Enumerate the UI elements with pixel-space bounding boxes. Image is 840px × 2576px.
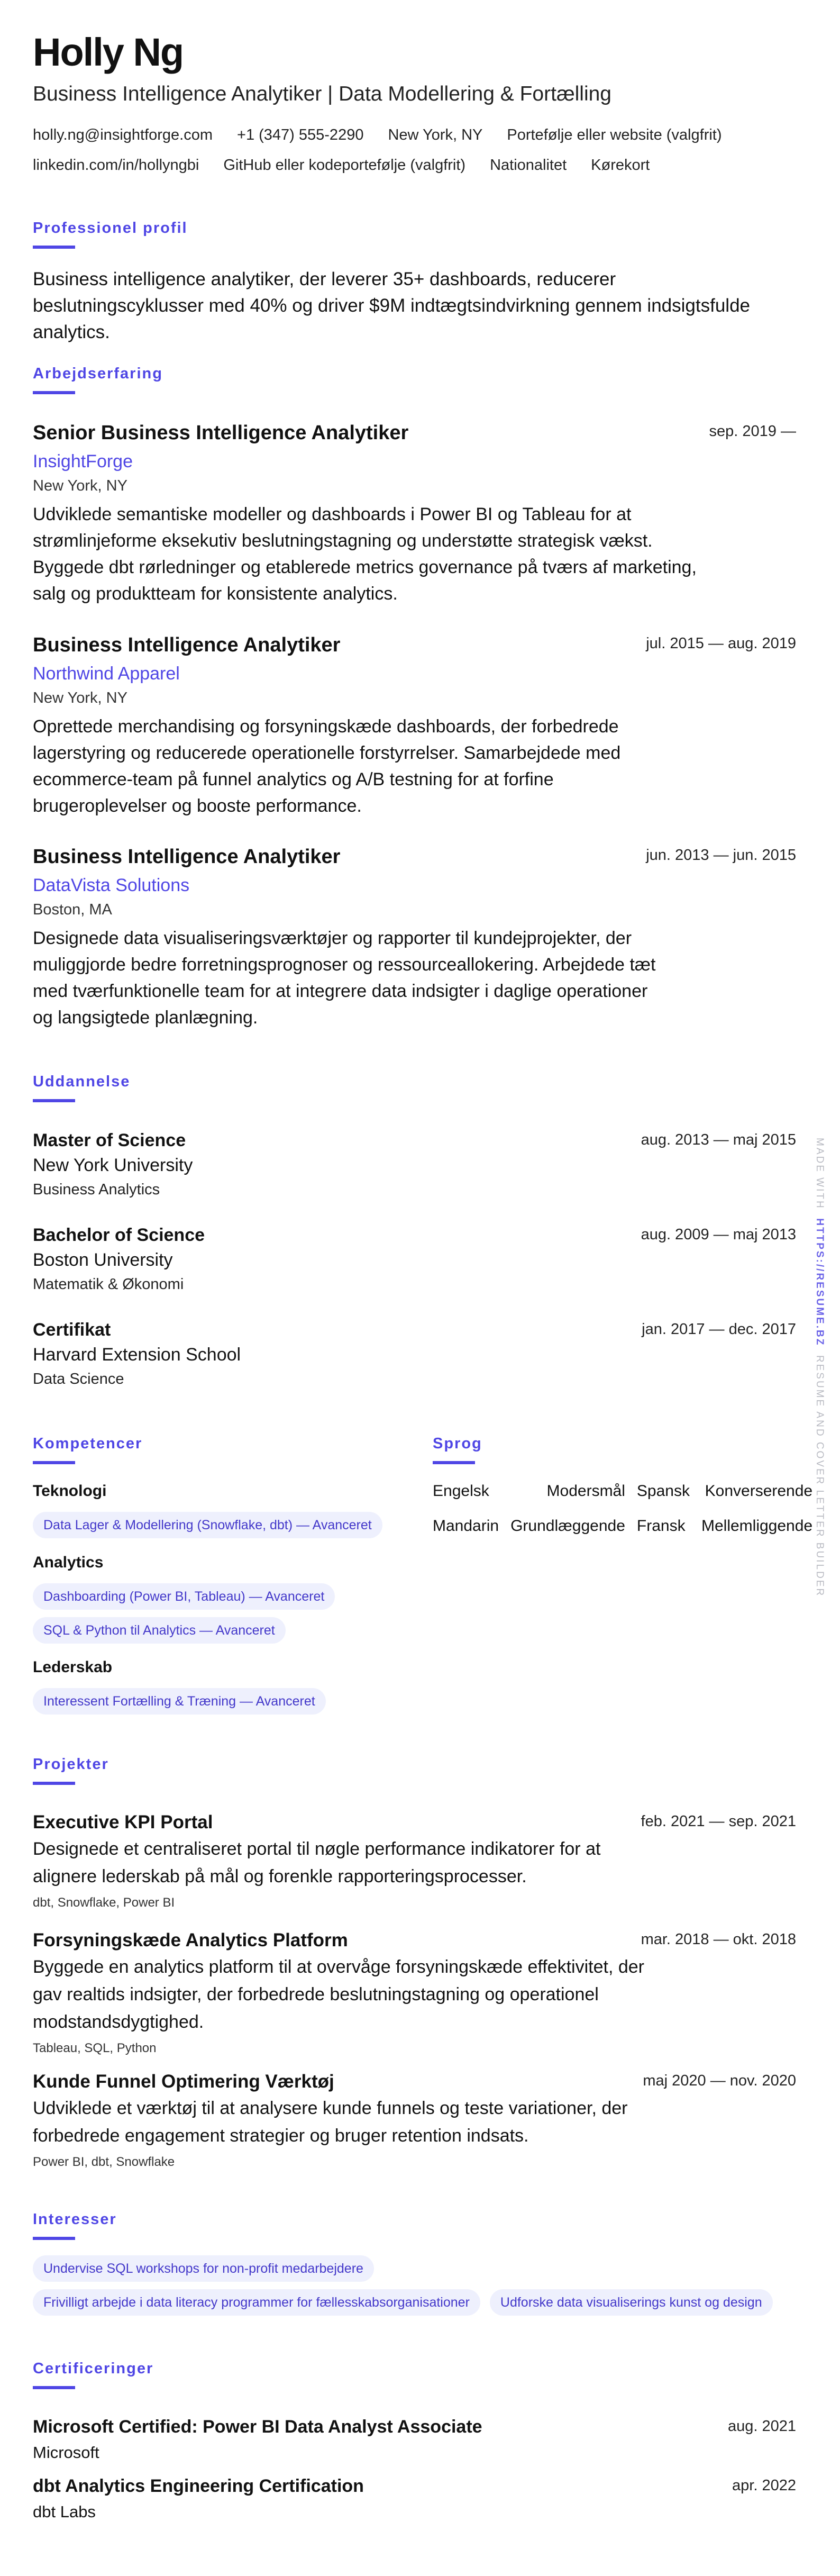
degree: Certifikat: [33, 1320, 111, 1340]
language-name: Mandarin: [433, 1517, 499, 1535]
language-name: Spansk: [636, 1482, 690, 1500]
section-certifications: [33, 2361, 796, 2377]
section-divider: [33, 391, 75, 394]
project-title: Kunde Funnel Optimering Værktøj: [33, 2071, 334, 2092]
section-divider: [33, 2237, 75, 2240]
section-interests: [33, 2212, 796, 2227]
project-item: [33, 2072, 796, 2170]
skill-group-name: Lederskab: [33, 1658, 113, 1676]
field-of-study: Business Analytics: [33, 1181, 160, 1199]
project-title: Executive KPI Portal: [33, 1812, 213, 1833]
skill-chip: SQL & Python til Analytics — Avanceret: [33, 1617, 286, 1644]
section-title: Interesser: [33, 2211, 117, 2228]
section-title: Arbejdserfaring: [33, 365, 163, 382]
watermark: [814, 1138, 825, 1597]
email-link[interactable]: holly.ng@insightforge.com: [33, 126, 213, 143]
section-title: Projekter: [33, 1756, 109, 1773]
job-location: New York, NY: [33, 477, 127, 494]
project-tech: dbt, Snowflake, Power BI: [33, 1895, 175, 1910]
education-item: [33, 1320, 796, 1389]
degree: Bachelor of Science: [33, 1225, 205, 1245]
project-item: [33, 1812, 796, 1910]
location: New York, NY: [388, 126, 483, 143]
skill-chip: Interessent Fortælling & Træning — Avanceret: [33, 1688, 326, 1715]
certification-date: apr. 2022: [732, 2477, 796, 2494]
experience-item: [33, 634, 796, 819]
company: InsightForge: [33, 451, 133, 471]
project-description: Byggede en analytics platform til at overvåge forsyningskæde effektivitet, der gav realtids indsigter, der forbedrede beslutningstagning og operationel modstandsdygtighed.: [33, 1956, 644, 2032]
language-level: Grundlæggende: [510, 1517, 625, 1535]
school: New York University: [33, 1155, 193, 1176]
watermark-prefix: MADE WITH: [814, 1138, 825, 1210]
degree: Master of Science: [33, 1130, 186, 1150]
section-divider: [433, 1461, 475, 1464]
project-title: Forsyningskæde Analytics Platform: [33, 1930, 348, 1951]
section-education: [33, 1074, 796, 1090]
job-location: New York, NY: [33, 689, 127, 706]
job-date: sep. 2019 —: [709, 423, 796, 440]
language-name: Fransk: [636, 1517, 686, 1535]
section-projects: [33, 1757, 796, 1772]
language-level: Modersmål: [546, 1482, 625, 1500]
project-item: [33, 1930, 796, 2056]
skill-chip: Data Lager & Modellering (Snowflake, dbt) — Avanceret: [33, 1512, 382, 1538]
field-of-study: Data Science: [33, 1371, 124, 1388]
project-description: Designede et centraliseret portal til nøgle performance indikatorer for at alignere lederskab på mål og forenkle rapporteringsprocesser.: [33, 1838, 601, 1886]
company: DataVista Solutions: [33, 875, 190, 895]
job-description: Designede data visualiseringsværktøjer og rapporter til kundejprojekter, der muliggjorde bedre forretningsprognoser og ressourceallokering. Arbejdede tæt med tværfunktionelle team for at integrere data indsigter i daglige operationer og langsigtede planlægning.: [33, 928, 656, 1028]
project-date: feb. 2021 — sep. 2021: [641, 1813, 796, 1830]
skill-group: [33, 1483, 403, 1538]
interests-list: [33, 2255, 796, 2316]
certification-issuer: dbt Labs: [33, 2502, 96, 2521]
job-description: Oprettede merchandising og forsyningskæde dashboards, der forbedrede lagerstyring og reducerede operationelle forstyrrelser. Samarbejdede med ecommerce-team på funnel analytics og A/B testning for at forfine brugeroplevelser og booste performance.: [33, 716, 621, 817]
drivers-license: Kørekort: [591, 157, 650, 174]
candidate-name: Holly Ng: [33, 30, 184, 74]
job-location: Boston, MA: [33, 901, 112, 918]
education-date: aug. 2009 — maj 2013: [641, 1226, 796, 1243]
skill-group: [33, 1659, 403, 1715]
headline: Business Intelligence Analytiker | Data Modellering & Fortælling: [33, 83, 611, 105]
profile-text: Business intelligence analytiker, der leverer 35+ dashboards, reducerer beslutningscyklusser med 40% og driver $9M indtægtsindvirkning gennem indsigtsfulde analytics.: [33, 269, 750, 342]
contact-row-1: [33, 128, 796, 143]
project-date: maj 2020 — nov. 2020: [643, 2072, 796, 2089]
education-date: aug. 2013 — maj 2015: [641, 1131, 796, 1148]
school: Boston University: [33, 1250, 173, 1271]
interest-chip: Undervise SQL workshops for non-profit medarbejdere: [33, 2255, 374, 2282]
education-date: jan. 2017 — dec. 2017: [642, 1321, 796, 1338]
project-tech: Power BI, dbt, Snowflake: [33, 2154, 175, 2169]
contact-row-2: [33, 158, 796, 173]
section-divider: [33, 1099, 75, 1102]
project-tech: Tableau, SQL, Python: [33, 2040, 157, 2055]
section-divider: [33, 1461, 75, 1464]
skill-chip: Dashboarding (Power BI, Tableau) — Avanceret: [33, 1583, 335, 1610]
education-item: [33, 1226, 796, 1294]
job-title: Senior Business Intelligence Analytiker: [33, 422, 409, 444]
job-date: jul. 2015 — aug. 2019: [646, 635, 796, 652]
job-title: Business Intelligence Analytiker: [33, 846, 341, 868]
section-title: Certificeringer: [33, 2360, 154, 2377]
section-divider: [33, 1782, 75, 1785]
section-divider: [33, 246, 75, 249]
certification-title: Microsoft Certified: Power BI Data Analyst Associate: [33, 2417, 482, 2437]
section-title: Professionel profil: [33, 220, 188, 237]
certification-title: dbt Analytics Engineering Certification: [33, 2476, 364, 2496]
experience-item: [33, 422, 796, 607]
language-name: Engelsk: [433, 1482, 489, 1500]
project-description: Udviklede et værktøj til at analysere kunde funnels og teste variationer, der forbedrede engagement strategier og bruger retention indsats.: [33, 2098, 628, 2146]
education-item: [33, 1131, 796, 1199]
job-title: Business Intelligence Analytiker: [33, 634, 341, 656]
language-level: Konverserende: [705, 1482, 813, 1500]
skill-group-name: Teknologi: [33, 1482, 107, 1500]
github-link[interactable]: GitHub eller kodeportefølje (valgfrit): [223, 157, 466, 174]
field-of-study: Matematik & Økonomi: [33, 1276, 184, 1293]
certification-item: [33, 2417, 796, 2462]
skill-group-name: Analytics: [33, 1554, 104, 1571]
languages-list: [433, 1482, 813, 1536]
section-profile: [33, 221, 796, 236]
certification-item: [33, 2477, 796, 2521]
nationality: Nationalitet: [490, 157, 567, 174]
phone: +1 (347) 555-2290: [237, 126, 364, 143]
section-title: Uddannelse: [33, 1073, 131, 1090]
linkedin-link[interactable]: linkedin.com/in/hollyngbi: [33, 157, 199, 174]
skill-group: [33, 1555, 403, 1644]
certification-date: aug. 2021: [727, 2418, 796, 2435]
job-description: Udviklede semantiske modeller og dashboards i Power BI og Tableau for at strømlinjeforme eksekutiv beslutningstagning og understøtte strategisk vækst. Byggede dbt rørledninger og etablerede metrics governance på tværs af marketing, salg og produktteam for konsistente analytics.: [33, 504, 697, 604]
school: Harvard Extension School: [33, 1345, 241, 1365]
experience-item: [33, 846, 796, 1031]
interest-chip: Udforske data visualiserings kunst og design: [490, 2289, 773, 2316]
language-level: Mellemliggende: [701, 1517, 813, 1535]
watermark-suffix: RESUME AND COVER LETTER BUILDER: [814, 1355, 825, 1598]
watermark-link[interactable]: HTTPS://RESUME.BZ: [814, 1218, 825, 1347]
company: Northwind Apparel: [33, 663, 180, 684]
section-skills: [33, 1436, 403, 1452]
section-experience: [33, 366, 796, 382]
certification-issuer: Microsoft: [33, 2443, 99, 2462]
section-languages: [433, 1436, 796, 1452]
job-date: jun. 2013 — jun. 2015: [646, 847, 796, 864]
project-date: mar. 2018 — okt. 2018: [641, 1931, 796, 1948]
portfolio-link[interactable]: Portefølje eller website (valgfrit): [507, 126, 722, 143]
section-title: Sprog: [433, 1435, 482, 1452]
section-divider: [33, 2386, 75, 2389]
section-title: Kompetencer: [33, 1435, 143, 1452]
interest-chip: Frivilligt arbejde i data literacy programmer for fællesskabsorganisationer: [33, 2289, 480, 2316]
